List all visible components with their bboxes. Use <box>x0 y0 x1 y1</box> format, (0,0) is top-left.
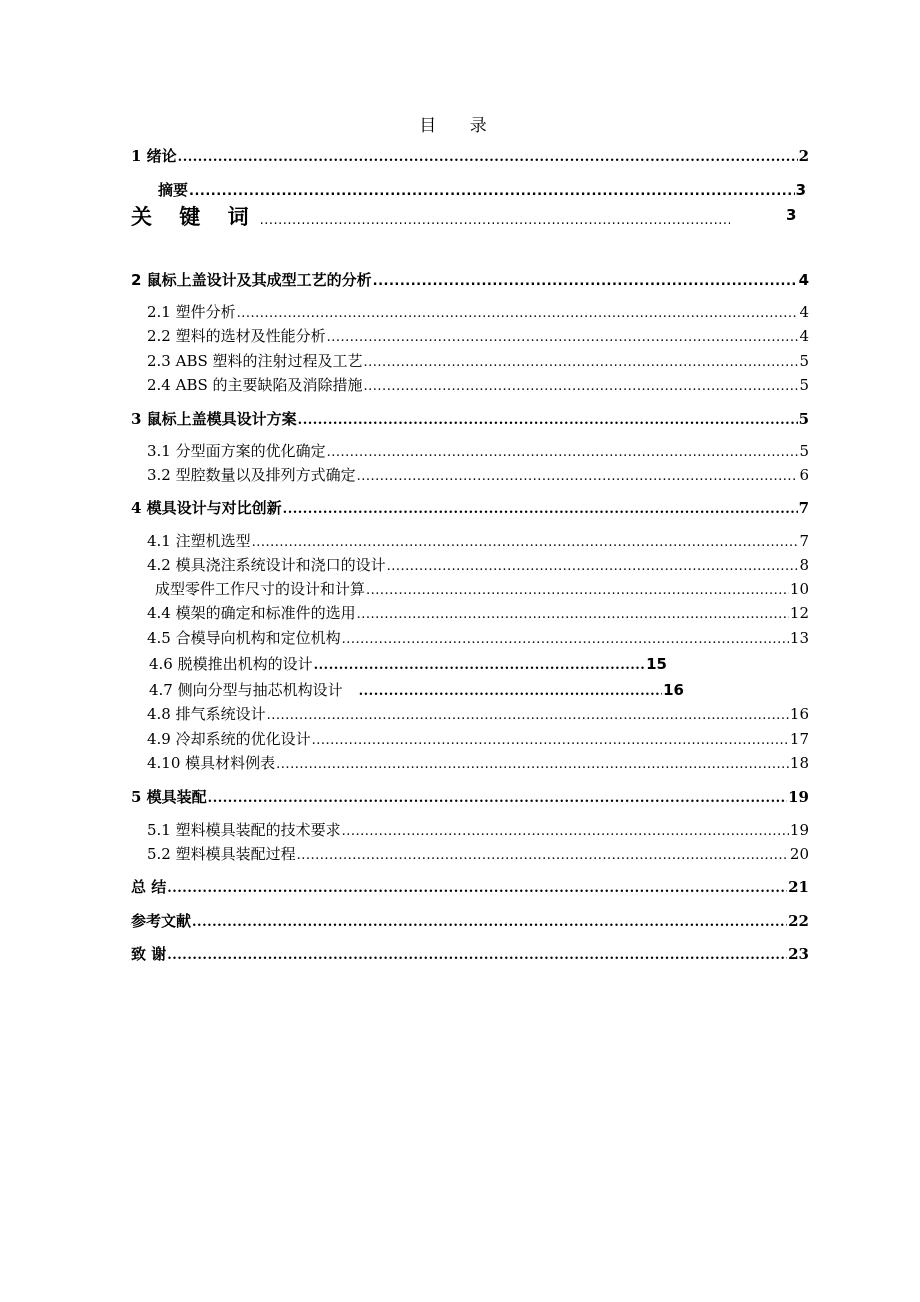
toc-entry-label: 1 绪论 <box>131 147 177 165</box>
toc-entry-label: 参考文献 <box>131 912 192 930</box>
toc-entry-page: 7 <box>798 499 809 517</box>
toc-entry-label: 4.4 模架的确定和标准件的选用 <box>147 604 356 622</box>
toc-entry-page: 6 <box>799 466 809 484</box>
toc-entry-label: 2 鼠标上盖设计及其成型工艺的分析 <box>131 271 372 289</box>
toc-entry-keywords[interactable] <box>131 201 731 231</box>
toc-entry-4-3[interactable] <box>155 578 809 599</box>
toc-entry-page: 15 <box>646 655 667 673</box>
toc-entry-page: 4 <box>799 327 809 345</box>
toc-entry-label: 4.8 排气系统设计 <box>147 705 266 723</box>
toc-entry-4-8[interactable] <box>147 703 809 724</box>
toc-entry-page: 5 <box>798 410 809 428</box>
toc-entry-page: 16 <box>663 681 684 699</box>
toc-entry-page: 23 <box>788 945 809 963</box>
toc-entry-5-2[interactable] <box>147 843 809 864</box>
toc-entry-page: 7 <box>799 532 809 550</box>
toc-entry-label: 3.1 分型面方案的优化确定 <box>147 442 326 460</box>
toc-leader-dots <box>208 792 787 805</box>
toc-leader-dots <box>327 331 799 344</box>
toc-leader-dots <box>366 584 789 597</box>
toc-entry-page: 12 <box>789 604 809 622</box>
toc-entry-chapter-4[interactable] <box>131 497 809 518</box>
toc-entry-3-1[interactable] <box>147 440 809 461</box>
toc-entry-4-6[interactable] <box>149 653 667 674</box>
toc-entry-label: 致 谢 <box>131 945 167 963</box>
toc-entry-label: 2.2 塑料的选材及性能分析 <box>147 327 326 345</box>
toc-entry-page: 5 <box>799 376 809 394</box>
toc-leader-dots <box>260 214 730 227</box>
toc-leader-dots <box>364 356 799 369</box>
toc-entry-label: 4.7 侧向分型与抽芯机构设计 <box>149 681 343 699</box>
toc-entry-conclusion[interactable] <box>131 876 809 897</box>
toc-entry-4-5[interactable] <box>147 627 809 648</box>
toc-entry-4-4[interactable] <box>147 602 809 623</box>
toc-leader-dots <box>312 734 789 747</box>
toc-entry-introduction[interactable] <box>131 145 809 166</box>
toc-leader-dots <box>298 414 798 427</box>
toc-leader-dots <box>267 709 789 722</box>
toc-entry-page: 20 <box>789 845 809 863</box>
toc-entry-page: 4 <box>798 271 809 289</box>
toc-entry-page: 13 <box>789 629 809 647</box>
toc-entry-page: 3 <box>795 181 806 199</box>
toc-entry-label: 2.3 ABS 塑料的注射过程及工艺 <box>147 352 363 370</box>
toc-leader-dots <box>237 307 799 320</box>
toc-entry-page: 5 <box>799 352 809 370</box>
toc-entry-4-2[interactable] <box>147 554 809 575</box>
toc-entry-2-2[interactable] <box>147 325 809 346</box>
toc-leader-dots <box>167 949 787 962</box>
toc-entry-4-9[interactable] <box>147 728 809 749</box>
toc-leader-dots <box>342 633 789 646</box>
toc-leader-dots <box>252 536 799 549</box>
toc-entry-label: 4.5 合模导向机构和定位机构 <box>147 629 341 647</box>
toc-entry-references[interactable] <box>131 910 809 931</box>
toc-entry-page: 21 <box>788 878 809 896</box>
toc-entry-4-7[interactable] <box>149 679 684 700</box>
toc-entry-page: 22 <box>788 912 809 930</box>
toc-entry-chapter-3[interactable] <box>131 408 809 429</box>
toc-entry-page: 2 <box>798 147 809 165</box>
toc-title: 目 录 <box>419 116 501 136</box>
toc-leader-dots <box>327 446 799 459</box>
toc-entry-page: 4 <box>799 303 809 321</box>
toc-entry-5-1[interactable] <box>147 819 809 840</box>
toc-entry-page: 8 <box>799 556 809 574</box>
toc-leader-dots <box>189 185 795 198</box>
toc-entry-page: 16 <box>789 705 809 723</box>
toc-entry-2-1[interactable] <box>147 301 809 322</box>
toc-entry-label: 总 结 <box>131 878 167 896</box>
toc-entry-page: 3 <box>786 206 797 224</box>
toc-entry-label: 摘要 <box>158 181 189 199</box>
toc-entry-label: 4.10 模具材料例表 <box>147 754 276 772</box>
toc-entry-label: 关 键 词 <box>131 205 259 229</box>
toc-leader-dots <box>357 470 799 483</box>
toc-leader-dots <box>283 503 798 516</box>
toc-entry-4-10[interactable] <box>147 752 809 773</box>
toc-entry-label: 4.1 注塑机选型 <box>147 532 251 550</box>
toc-entry-label: 4.6 脱模推出机构的设计 <box>149 655 313 673</box>
toc-leader-dots <box>314 659 646 672</box>
toc-entry-page: 17 <box>789 730 809 748</box>
toc-leader-dots <box>342 825 789 838</box>
toc-entry-chapter-5[interactable] <box>131 786 809 807</box>
toc-entry-label: 4.2 模具浇注系统设计和浇口的设计 <box>147 556 386 574</box>
toc-leader-dots <box>297 849 789 862</box>
toc-entry-label: 5 模具装配 <box>131 788 207 806</box>
toc-entry-label: 3 鼠标上盖模具设计方案 <box>131 410 297 428</box>
toc-leader-dots <box>276 758 789 771</box>
toc-entry-label: 3.2 型腔数量以及排列方式确定 <box>147 466 356 484</box>
toc-entry-label: 4.9 冷却系统的优化设计 <box>147 730 311 748</box>
toc-leader-dots <box>192 916 787 929</box>
toc-entry-3-2[interactable] <box>147 464 809 485</box>
toc-leader-dots <box>364 380 799 393</box>
toc-entry-label: 2.4 ABS 的主要缺陷及消除措施 <box>147 376 363 394</box>
toc-entry-label: 2.1 塑件分析 <box>147 303 236 321</box>
toc-leader-dots <box>357 608 789 621</box>
toc-entry-page: 19 <box>789 821 809 839</box>
toc-entry-2-4[interactable] <box>147 374 809 395</box>
toc-entry-acknowledgements[interactable] <box>131 943 809 964</box>
toc-leader-dots <box>373 275 798 288</box>
toc-entry-page: 10 <box>789 580 809 598</box>
toc-entry-label: 5.1 塑料模具装配的技术要求 <box>147 821 341 839</box>
toc-leader-dots <box>359 685 663 698</box>
toc-entry-page: 5 <box>799 442 809 460</box>
toc-entry-label: 5.2 塑料模具装配过程 <box>147 845 296 863</box>
toc-entry-abstract[interactable] <box>158 179 806 200</box>
toc-entry-4-1[interactable] <box>147 530 809 551</box>
toc-leader-dots <box>167 882 787 895</box>
toc-entry-2-3[interactable] <box>147 350 809 371</box>
toc-leader-dots <box>387 560 799 573</box>
toc-entry-chapter-2[interactable] <box>131 269 809 290</box>
toc-entry-page: 19 <box>788 788 809 806</box>
toc-entry-label: 成型零件工作尺寸的设计和计算 <box>155 580 366 598</box>
toc-leader-dots <box>178 151 798 164</box>
toc-entry-page: 18 <box>789 754 809 772</box>
toc-entry-label: 4 模具设计与对比创新 <box>131 499 282 517</box>
